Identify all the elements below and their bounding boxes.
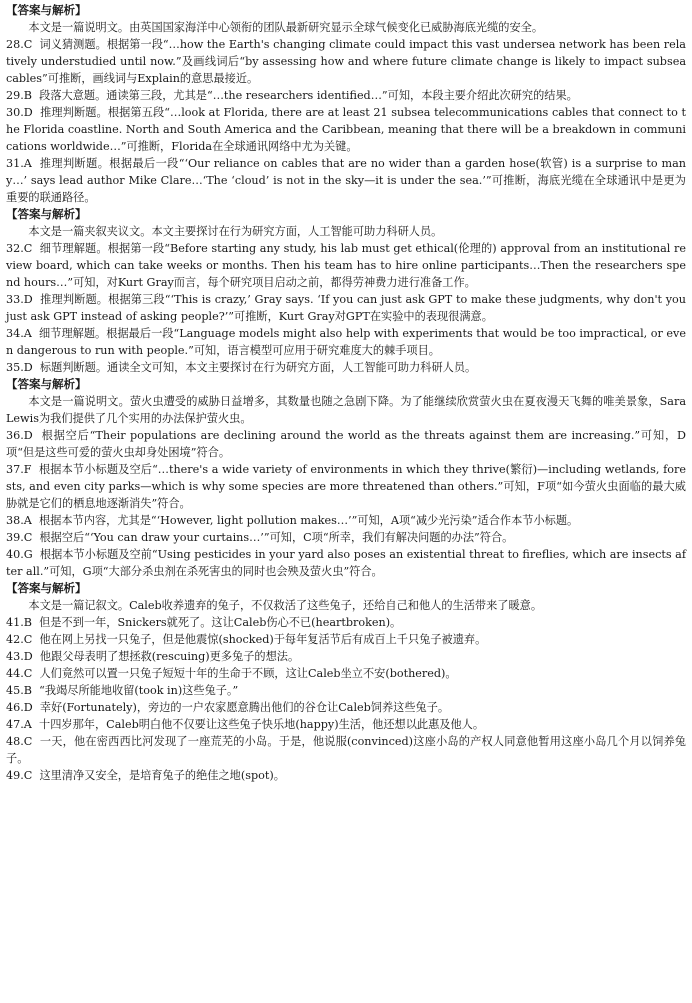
section-summary: 本文是一篇夹叙夹议文。本文主要探讨在行为研究方面，人工智能可助力科研人员。 [28, 225, 443, 238]
section-header: 【答案与解析】 [6, 377, 87, 391]
answer-letter: B [23, 616, 33, 629]
question-number: 49. [6, 769, 24, 782]
question-number: 32. [6, 242, 24, 255]
answer-item [6, 427, 686, 461]
answer-item [6, 631, 686, 648]
explanation-text: 十四岁那年，Caleb明白他不仅要让这些兔子快乐地(happy)生活，他还想以此惠及他人。 [39, 718, 485, 731]
section-passage-2 [6, 206, 686, 376]
question-number: 36. [6, 429, 24, 442]
answer-letter: C [23, 769, 33, 782]
answer-letter: F [23, 463, 32, 476]
answer-item [6, 240, 686, 291]
explanation-text: 一天，他在密西西比河发现了一座荒芜的小岛。于是，他说服(convinced)这座小岛的产权人同意他暂用这座小岛几个月以饲养兔子。 [6, 735, 686, 765]
answer-item [6, 665, 686, 682]
answer-item [6, 512, 686, 529]
question-number: 48. [6, 735, 24, 748]
answer-letter: C [23, 735, 33, 748]
question-number: 42. [6, 633, 24, 646]
question-number: 31. [6, 157, 24, 170]
answer-letter: C [23, 531, 33, 544]
answer-letter: D [23, 361, 33, 374]
explanation-text: 但是不到一年，Snickers就死了。这让Caleb伤心不已(heartbroken)。 [39, 616, 402, 629]
explanation-text: 推理判断题。根据最后一段“‘Our reliance on cables that are no wider than a garden hose(软管) is a surprise to many…’ says lead author Mike Clare…‘The ‘cloud’ is not in the sky—it is under the sea.’”可推断，海底光缆在全球通讯中是更为重要的联通路径。 [6, 157, 686, 204]
explanation-text: 推理判断题。根据第三段“‘This is crazy,’ Gray says. ‘If you can just ask GPT to make these judgments, why don't you just ask GPT instead of asking people?’”可推断，Kurt Gray对GPT在实验中的表现很满意。 [6, 293, 686, 323]
answer-item [6, 529, 686, 546]
question-number: 41. [6, 616, 24, 629]
answer-letter: C [23, 667, 33, 680]
answer-item [6, 546, 686, 580]
question-number: 39. [6, 531, 24, 544]
explanation-text: “我竭尽所能地收留(took in)这些兔子。” [39, 684, 239, 697]
answer-item [6, 36, 686, 87]
explanation-text: 标题判断题。通读全文可知，本文主要探讨在行为研究方面，人工智能可助力科研人员。 [39, 361, 477, 374]
question-number: 33. [6, 293, 24, 306]
question-number: 46. [6, 701, 24, 714]
answer-letter: D [23, 650, 33, 663]
answer-item [6, 359, 686, 376]
answer-item [6, 461, 686, 512]
question-number: 43. [6, 650, 24, 663]
question-number: 40. [6, 548, 24, 561]
explanation-text: 人们竟然可以置一只兔子短短十年的生命于不顾，这让Caleb坐立不安(bothered)。 [39, 667, 457, 680]
answer-letter: A [23, 327, 32, 340]
answer-item [6, 733, 686, 767]
answer-item [6, 614, 686, 631]
explanation-text: 推理判断题。根据第五段“…look at Florida, there are at least 21 subsea telecommunications cables that connect to the Florida coastline. North and South America and the Caribbean, meaning that there will be a breakdown in communications worldwide…”可推断，Florida在全球通讯网络中尤为关键。 [6, 106, 686, 153]
explanation-text: 细节理解题。根据最后一段“Language models might also help with experiments that would be too impractical, or even dangerous to run with people.”可知，语言模型可应用于研究难度大的棘手项目。 [6, 327, 686, 357]
answer-letter: A [23, 157, 32, 170]
answer-item [6, 767, 686, 784]
question-number: 29. [6, 89, 24, 102]
answer-letter: A [23, 718, 32, 731]
section-header: 【答案与解析】 [6, 3, 87, 17]
explanation-text: 根据空后“‘You can draw your curtains…’”可知，C项“所幸，我们有解决问题的办法”符合。 [39, 531, 514, 544]
section-passage-1 [6, 2, 686, 206]
explanation-text: 他在网上另找一只兔子，但是他震惊(shocked)于每年复活节后有成百上千只兔子被遗弃。 [39, 633, 487, 646]
answer-item [6, 716, 686, 733]
answer-item [6, 648, 686, 665]
answer-item [6, 104, 686, 155]
explanation-text: 这里清净又安全，是培育兔子的绝佳之地(spot)。 [39, 769, 285, 782]
question-number: 35. [6, 361, 24, 374]
answer-letter: C [23, 38, 33, 51]
section-header: 【答案与解析】 [6, 207, 87, 221]
answer-item [6, 325, 686, 359]
explanation-text: 根据本节小标题及空后“…there's a wide variety of environments in which they thrive(繁衍)—including wetlands, forests, and even city parks—which is why some species are more threatened than others.”可知，F项“如今萤火虫面临的最大威胁就是它们的栖息地逐渐消失”符合。 [6, 463, 686, 510]
answer-item [6, 682, 686, 699]
section-summary: 本文是一篇说明文。由英国国家海洋中心领衔的团队最新研究显示全球气候变化已威胁海底光缆的安全。 [28, 21, 544, 34]
question-number: 30. [6, 106, 24, 119]
explanation-text: 根据本节小标题及空前“Using pesticides in your yard also poses an existential threat to fireflies, which are insects after all.”可知，G项“大部分杀虫剂在杀死害虫的同时也会殃及萤火虫”符合。 [6, 548, 686, 578]
section-summary: 本文是一篇记叙文。Caleb收养遗弃的兔子，不仅救活了这些兔子，还给自己和他人的生活带来了暖意。 [28, 599, 543, 612]
answer-letter: C [23, 633, 33, 646]
explanation-text: 根据本节内容，尤其是“‘However, light pollution makes…’”可知，A项“减少光污染”适合作本节小标题。 [39, 514, 579, 527]
explanation-text: 细节理解题。根据第一段“Before starting any study, his lab must get ethical(伦理的) approval from an institutional review board, which can take weeks or months. Then his team has to hire online participants…Then the researchers spend hours…”可知，对Kurt Gray而言，每个研究项目启动之前，都得劳神费力进行准备工作。 [6, 242, 686, 289]
answer-letter: B [23, 684, 33, 697]
answer-item [6, 87, 686, 104]
section-passage-3 [6, 376, 686, 580]
answer-letter: G [23, 548, 33, 561]
section-header: 【答案与解析】 [6, 581, 87, 595]
answer-letter: B [23, 89, 33, 102]
answer-letter: A [23, 514, 32, 527]
question-number: 38. [6, 514, 24, 527]
answer-letter: D [23, 106, 33, 119]
answer-letter: D [23, 701, 33, 714]
question-number: 47. [6, 718, 24, 731]
explanation-text: 他跟父母表明了想拯救(rescuing)更多兔子的想法。 [39, 650, 300, 663]
section-summary: 本文是一篇说明文。萤火虫遭受的威胁日益增多，其数量也随之急剧下降。为了能继续欣赏萤火虫在夏夜漫天飞舞的唯美景象，Sara Lewis为我们提供了几个实用的办法保护萤火虫。 [6, 395, 686, 425]
answer-item [6, 291, 686, 325]
question-number: 44. [6, 667, 24, 680]
answer-letter: D [23, 429, 33, 442]
explanation-text: 段落大意题。通读第三段，尤其是“…the researchers identified…”可知，本段主要介绍此次研究的结果。 [39, 89, 578, 102]
explanation-text: 根据空后“Their populations are declining around the world as the threats against them are increasing.”可知，D项“但是这些可爱的萤火虫却身处困境”符合。 [6, 429, 686, 459]
question-number: 45. [6, 684, 24, 697]
answer-item [6, 155, 686, 206]
question-number: 28. [6, 38, 24, 51]
question-number: 34. [6, 327, 24, 340]
answer-letter: C [23, 242, 33, 255]
explanation-text: 幸好(Fortunately)，旁边的一户农家愿意腾出他们的谷仓让Caleb饲养这些兔子。 [39, 701, 450, 714]
question-number: 37. [6, 463, 24, 476]
section-passage-4 [6, 580, 686, 784]
answer-item [6, 699, 686, 716]
explanation-text: 词义猜测题。根据第一段“…how the Earth's changing climate could impact this vast undersea network has been relatively understudied until now.”及画线词后“by assessing how and where future climate change is likely to impact subsea cables”可推断，画线词与Explain的意思最接近。 [6, 38, 686, 85]
answer-letter: D [23, 293, 33, 306]
